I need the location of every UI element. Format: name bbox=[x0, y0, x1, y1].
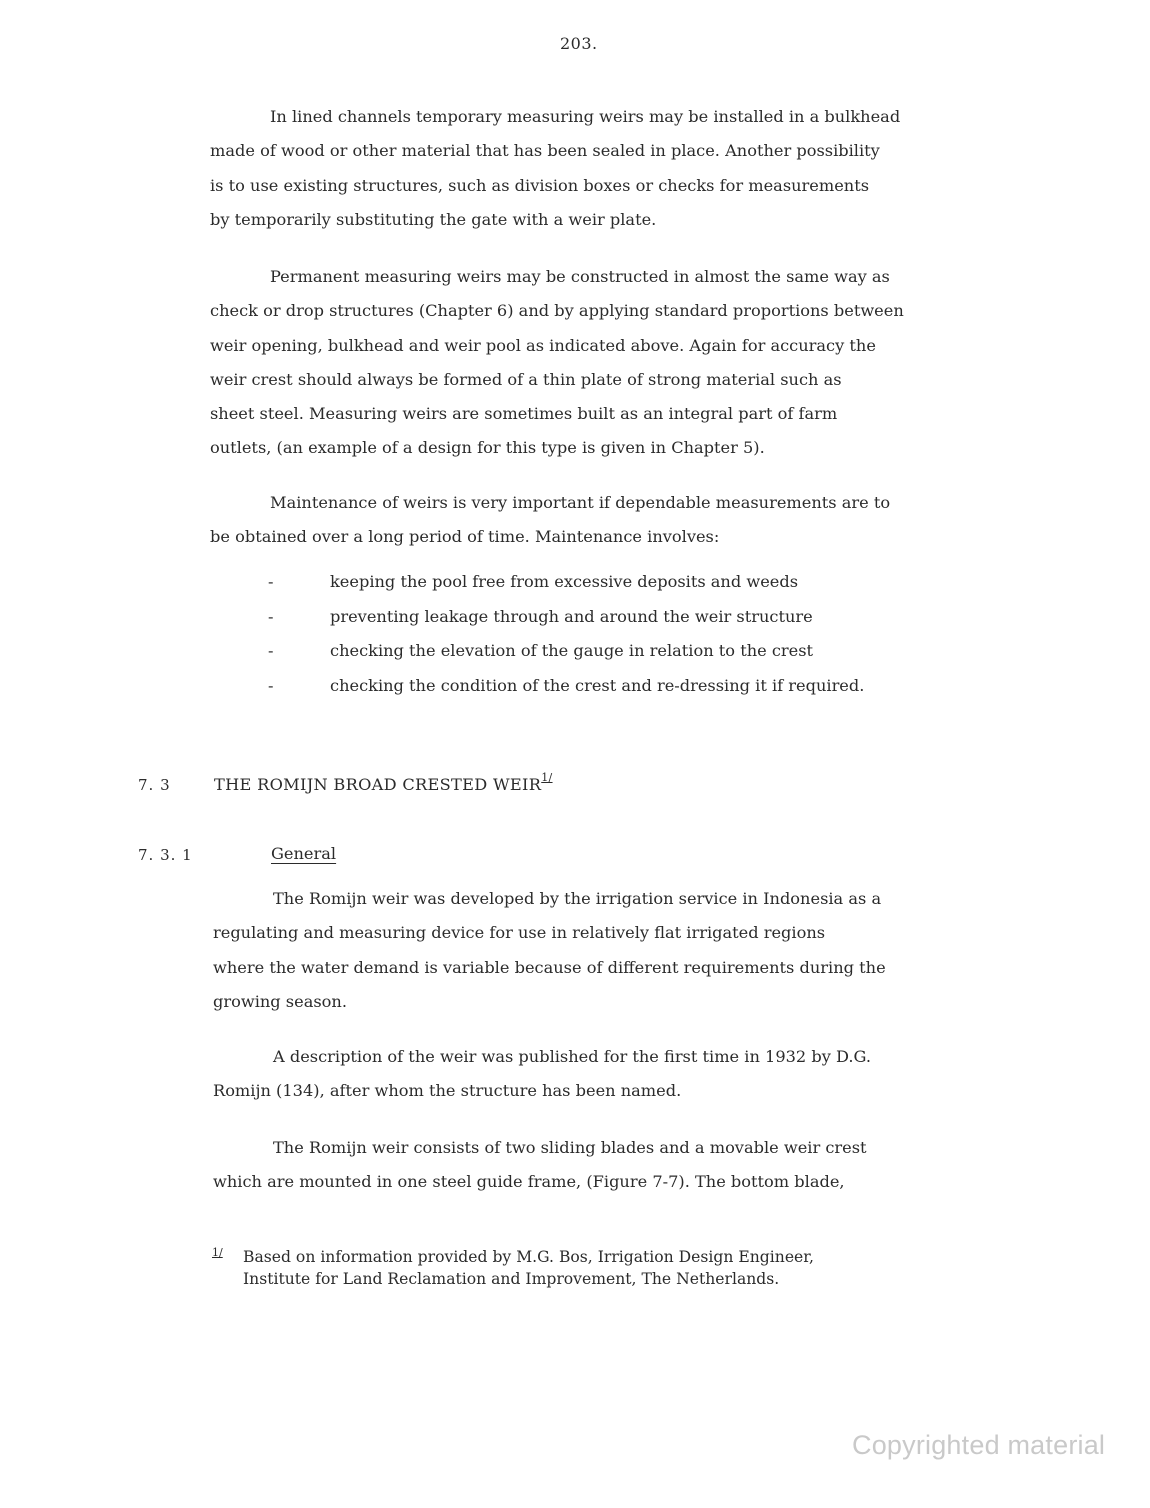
paragraph-line: Romijn (134), after whom the structure has been named. bbox=[213, 1081, 682, 1101]
footnote-line: Based on information provided by M.G. Bos, Irrigation Design Engineer, bbox=[243, 1248, 814, 1266]
paragraph-line: check or drop structures (Chapter 6) and by applying standard proportions between bbox=[210, 301, 904, 321]
list-item-text: checking the elevation of the gauge in relation to the crest bbox=[330, 641, 814, 660]
paragraph-romijn-construction bbox=[213, 1131, 1043, 1200]
list-item-text: keeping the pool free from excessive deposits and weeds bbox=[330, 572, 799, 591]
paragraph-line: sheet steel. Measuring weirs are sometimes built as an integral part of farm bbox=[210, 404, 838, 424]
paragraph-line: A description of the weir was published for the first time in 1932 by D.G. bbox=[273, 1047, 872, 1066]
bullet-dash: - bbox=[268, 641, 274, 660]
paragraph-maintenance bbox=[210, 486, 1040, 555]
section-number: 7. 3 bbox=[138, 776, 171, 794]
paragraph-line: weir opening, bulkhead and weir pool as indicated above. Again for accuracy the bbox=[210, 335, 876, 355]
paragraph-line: Maintenance of weirs is very important if dependable measurements are to bbox=[270, 493, 891, 512]
paragraph-line: made of wood or other material that has been sealed in place. Another possibility bbox=[210, 141, 880, 161]
paragraph-line: In lined channels temporary measuring weirs may be installed in a bulkhead bbox=[270, 107, 901, 126]
subsection-number: 7. 3. 1 bbox=[138, 846, 193, 864]
paragraph-line: regulating and measuring device for use in relatively flat irrigated regions bbox=[213, 923, 826, 943]
list-item-text: preventing leakage through and around the weir structure bbox=[330, 606, 813, 626]
bullet-dash: - bbox=[268, 572, 274, 591]
paragraph-line: The Romijn weir consists of two sliding blades and a movable weir crest bbox=[273, 1138, 867, 1157]
bullet-dash: - bbox=[268, 606, 274, 626]
paragraph-romijn-development bbox=[213, 882, 1043, 1019]
paragraph-line: is to use existing structures, such as division boxes or checks for measurements bbox=[210, 175, 870, 195]
paragraph-line: which are mounted in one steel guide frame, (Figure 7-7). The bottom blade, bbox=[213, 1172, 845, 1192]
paragraph-romijn-description bbox=[213, 1040, 1043, 1109]
footnote bbox=[212, 1246, 814, 1290]
paragraph-line: outlets, (an example of a design for this type is given in Chapter 5). bbox=[210, 438, 765, 458]
paragraph-line: growing season. bbox=[213, 991, 347, 1011]
subsection-title: General bbox=[271, 844, 337, 863]
footnote-reference bbox=[541, 771, 552, 784]
paragraph-lined-channels bbox=[210, 100, 1040, 237]
paragraph-line: Permanent measuring weirs may be constructed in almost the same way as bbox=[270, 267, 890, 286]
section-heading bbox=[214, 771, 553, 794]
section-title: THE ROMIJN BROAD CRESTED WEIR bbox=[214, 775, 542, 794]
paragraph-line: by temporarily substituting the gate with a weir plate. bbox=[210, 209, 657, 229]
footnote-mark: 1/ bbox=[212, 1246, 223, 1259]
list-item-text: checking the condition of the crest and re-dressing it if required. bbox=[330, 675, 865, 695]
paragraph-line: where the water demand is variable because of different requirements during the bbox=[213, 957, 886, 977]
paragraph-line: weir crest should always be formed of a thin plate of strong material such as bbox=[210, 369, 842, 389]
paragraph-line: The Romijn weir was developed by the irrigation service in Indonesia as a bbox=[273, 889, 882, 908]
copyright-watermark: Copyrighted material bbox=[852, 1430, 1106, 1460]
paragraph-permanent-weirs bbox=[210, 260, 1040, 466]
footnote-reference-text: 1/ bbox=[541, 771, 553, 784]
page-number: 203. bbox=[560, 34, 598, 53]
bullet-dash: - bbox=[268, 675, 274, 695]
footnote-line: Institute for Land Reclamation and Improvement, The Netherlands. bbox=[243, 1270, 780, 1288]
paragraph-line: be obtained over a long period of time. Maintenance involves: bbox=[210, 527, 720, 547]
